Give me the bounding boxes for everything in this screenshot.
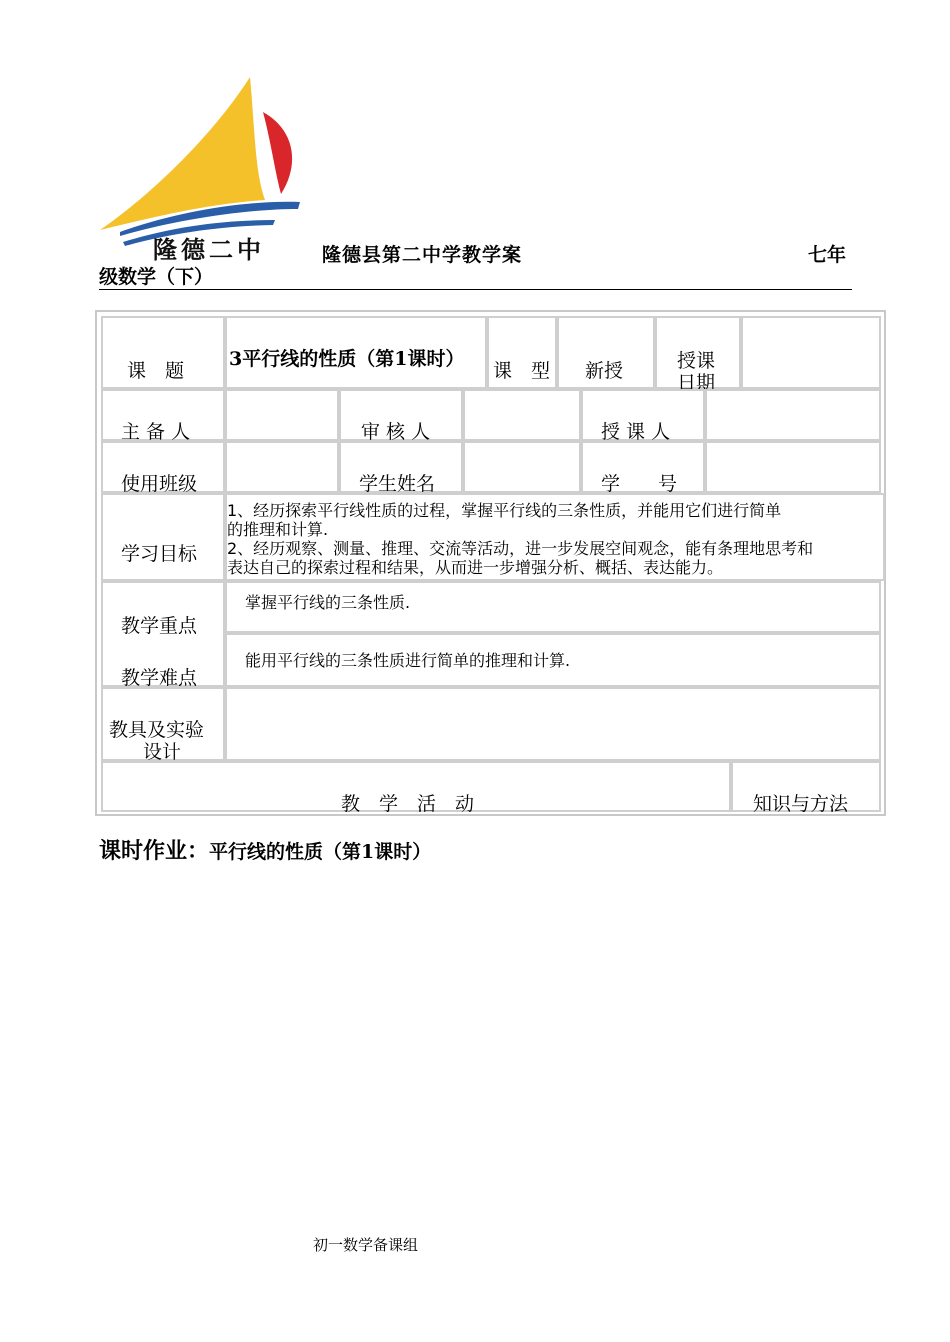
logo-text: 隆德二中 <box>153 235 265 264</box>
homework-title: 平行线的性质（第1课时） <box>209 841 432 863</box>
page-title: 隆德县第二中学教学案 <box>322 244 523 266</box>
key-label: 教学重点 <box>121 615 198 637</box>
method-header-cell <box>731 761 881 815</box>
footer-text: 初一数学备课组 <box>313 1236 419 1254</box>
topic-value-cell[interactable] <box>225 316 487 389</box>
preparer-value-cell[interactable] <box>225 389 339 441</box>
reviewer-label-cell <box>339 389 463 441</box>
homework-heading <box>99 834 431 865</box>
key-value-cell <box>225 581 881 633</box>
topic-value: 3平行线的性质（第1课时） <box>229 348 465 370</box>
teacher-label: 授 课 人 <box>601 421 671 443</box>
difficulty-value-cell <box>225 633 881 687</box>
school-logo <box>95 72 305 267</box>
activity-label: 教 学 活 动 <box>341 793 475 815</box>
number-label: 学 号 <box>601 473 678 495</box>
goals-line-3: 2、经历观察、测量、推理、交流等活动，进一步发展空间观念，能有条理地思考和 <box>227 539 814 558</box>
number-value-cell[interactable] <box>705 441 881 493</box>
type-label-cell <box>487 316 557 389</box>
reviewer-label: 审 核 人 <box>361 421 431 443</box>
preparer-label-cell <box>101 389 225 441</box>
teacher-label-cell <box>581 389 705 441</box>
goals-line-2: 的推理和计算. <box>227 520 329 539</box>
reviewer-value-cell[interactable] <box>463 389 581 441</box>
type-value: 新授 <box>585 360 624 382</box>
goals-value-cell <box>225 493 885 581</box>
homework-label: 课时作业： <box>99 839 210 864</box>
tools-value-cell[interactable] <box>225 687 881 761</box>
student-value-cell[interactable] <box>463 441 581 493</box>
topic-label: 课 题 <box>127 360 185 382</box>
date-label-line1: 授课 <box>677 350 716 372</box>
goals-line-4: 表达自己的探索过程和结果，从而进一步增强分析、概括、表达能力。 <box>227 558 724 577</box>
tools-label-cell <box>101 687 225 761</box>
topic-label-cell <box>101 316 225 389</box>
key-difficulty-label-cell <box>101 581 225 687</box>
grade-label-part2: 级数学（下） <box>99 266 214 288</box>
activity-header-cell <box>101 761 731 815</box>
goals-line-1: 1、经历探索平行线性质的过程，掌握平行线的三条性质，并能用它们进行简单 <box>227 501 782 520</box>
tools-label-line1: 教具及实验 <box>109 719 205 741</box>
preparer-label: 主 备 人 <box>121 421 191 443</box>
type-label: 课 型 <box>493 360 551 382</box>
grade-label-part1: 七年 <box>808 244 847 266</box>
goals-label: 学习目标 <box>121 543 198 565</box>
goals-label-cell <box>101 493 225 581</box>
class-value-cell[interactable] <box>225 441 339 493</box>
key-value: 掌握平行线的三条性质. <box>245 593 411 612</box>
date-value-cell[interactable] <box>741 316 881 389</box>
number-label-cell <box>581 441 705 493</box>
teacher-value-cell[interactable] <box>705 389 881 441</box>
method-label: 知识与方法 <box>753 793 849 815</box>
difficulty-value: 能用平行线的三条性质进行简单的推理和计算. <box>245 651 571 670</box>
date-label-line2: 日期 <box>677 372 716 394</box>
class-label: 使用班级 <box>121 473 198 495</box>
header-divider <box>99 289 852 290</box>
type-value-cell[interactable] <box>557 316 655 389</box>
class-label-cell <box>101 441 225 493</box>
student-label-cell <box>339 441 463 493</box>
difficulty-label: 教学难点 <box>121 667 198 689</box>
tools-label-line2: 设计 <box>143 741 182 763</box>
date-label-cell <box>655 316 741 394</box>
lesson-plan-table <box>95 310 886 816</box>
student-label: 学生姓名 <box>359 473 436 495</box>
